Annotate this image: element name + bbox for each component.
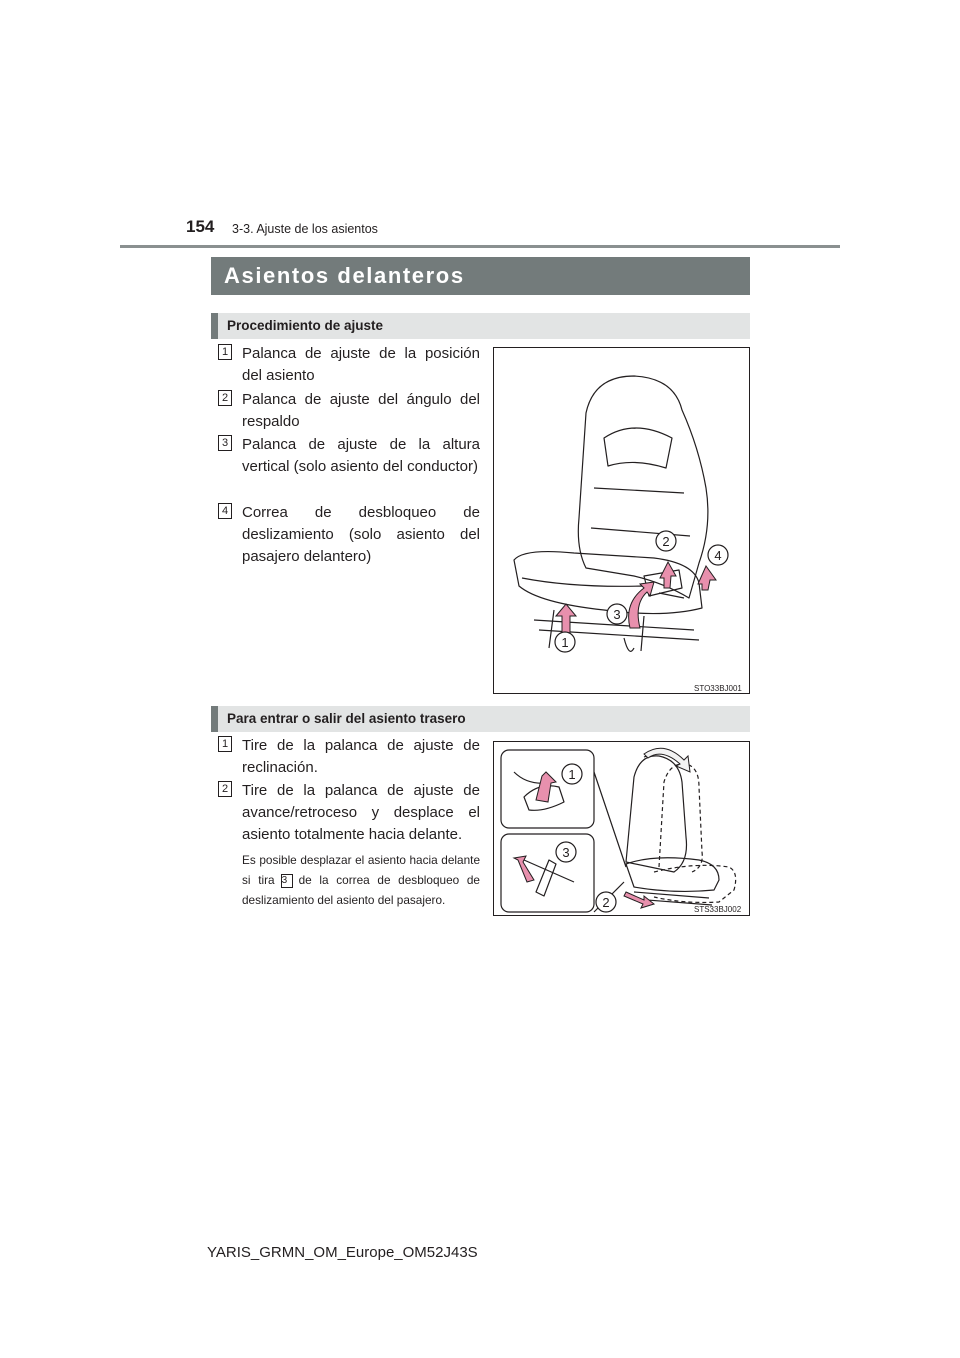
item-number-badge: 2	[218, 390, 232, 406]
subsection-heading-adjust: Procedimiento de ajuste	[211, 313, 750, 339]
item-number-badge: 1	[218, 344, 232, 360]
footer-doc-id: YARIS_GRMN_OM_Europe_OM52J43S	[207, 1244, 478, 1261]
adjust-item-2	[214, 389, 480, 433]
subsection-heading-rear: Para entrar o salir del asiento trasero	[211, 706, 750, 732]
item-text: Palanca de ajuste de la altura vertical (solo asiento del conductor)	[242, 436, 480, 475]
callout-4: 4	[714, 548, 722, 563]
header-rule	[120, 245, 840, 248]
callout-3: 3	[613, 607, 621, 622]
adjust-item-4	[214, 502, 480, 568]
item-number-badge: 3	[218, 435, 232, 451]
item-text: Tire de la palanca de ajuste de reclinación.	[242, 737, 480, 776]
rear-note	[242, 850, 480, 910]
rear-access-figure	[493, 741, 750, 916]
callout-1: 1	[568, 767, 576, 782]
running-head: 3-3. Ajuste de los asientos	[232, 222, 378, 236]
item-text: Tire de la palanca de ajuste de avance/retroceso y desplace el asiento totalmente hacia delante.	[242, 782, 480, 843]
seat-adjustment-figure	[493, 347, 750, 694]
item-number-badge: 1	[218, 736, 232, 752]
seat-illustration	[494, 348, 751, 695]
rear-item-2	[214, 780, 480, 846]
callout-1: 1	[561, 635, 569, 650]
callout-3: 3	[562, 845, 570, 860]
figure-code: STS33BJ002	[694, 905, 742, 914]
rear-access-illustration	[494, 742, 751, 917]
rear-item-1	[214, 735, 480, 779]
callout-2: 2	[602, 895, 610, 910]
note-ref-badge: 3	[281, 874, 293, 888]
adjust-item-1	[214, 343, 480, 387]
item-text: Palanca de ajuste de la posición del asiento	[242, 345, 480, 384]
section-title: Asientos delanteros	[211, 257, 750, 295]
figure-code: STO33BJ001	[694, 684, 742, 693]
item-number-badge: 2	[218, 781, 232, 797]
adjust-item-3	[214, 434, 480, 478]
note-text-before: Es posible desplazar el asiento hacia delante si tira	[242, 853, 480, 887]
page-number: 154	[186, 217, 215, 236]
callout-2: 2	[662, 534, 670, 549]
item-text: Correa de desbloqueo de deslizamiento (solo asiento del pasajero delantero)	[242, 504, 480, 565]
item-text: Palanca de ajuste del ángulo del respaldo	[242, 391, 480, 430]
note-text-after: de la correa de desbloqueo de deslizamiento del asiento del pasajero.	[242, 873, 480, 907]
item-number-badge: 4	[218, 503, 232, 519]
